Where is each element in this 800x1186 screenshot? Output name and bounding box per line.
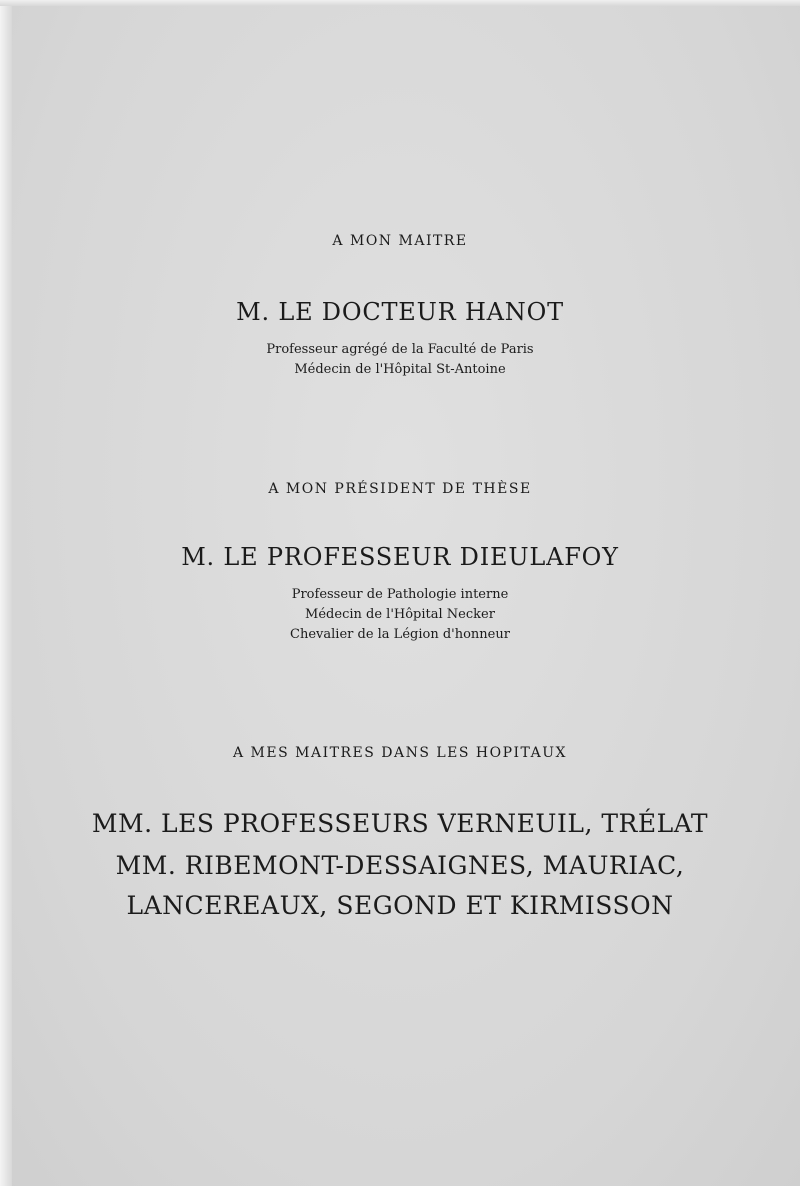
dedication-2-title: Médecin de l'Hôpital Necker [305,607,495,622]
dedication-3-names-line: LANCEREAUX, SEGOND ET KIRMISSON [126,891,674,920]
dedication-3-heading: A MES MAITRES DANS LES HOPITAUX [232,745,568,761]
dedication-1-heading: A MON MAITRE [332,233,468,249]
dedication-2-title: Chevalier de la Légion d'honneur [290,627,510,642]
dedication-1-name: M. LE DOCTEUR HANOT [236,298,564,326]
dedication-1-title: Médecin de l'Hôpital St-Antoine [294,362,506,377]
dedication-2-title: Professeur de Pathologie interne [291,587,509,602]
page-top-edge [0,0,800,6]
dedication-1-title: Professeur agrégé de la Faculté de Paris [266,342,534,357]
dedication-3-names-line: MM. LES PROFESSEURS VERNEUIL, TRÉLAT [91,809,709,838]
dedication-2-name: M. LE PROFESSEUR DIEULAFOY [181,543,619,571]
dedication-2-heading: A MON PRÉSIDENT DE THÈSE [268,481,532,497]
dedication-3-names-line: MM. RIBEMONT-DESSAIGNES, MAURIAC, [115,851,685,880]
